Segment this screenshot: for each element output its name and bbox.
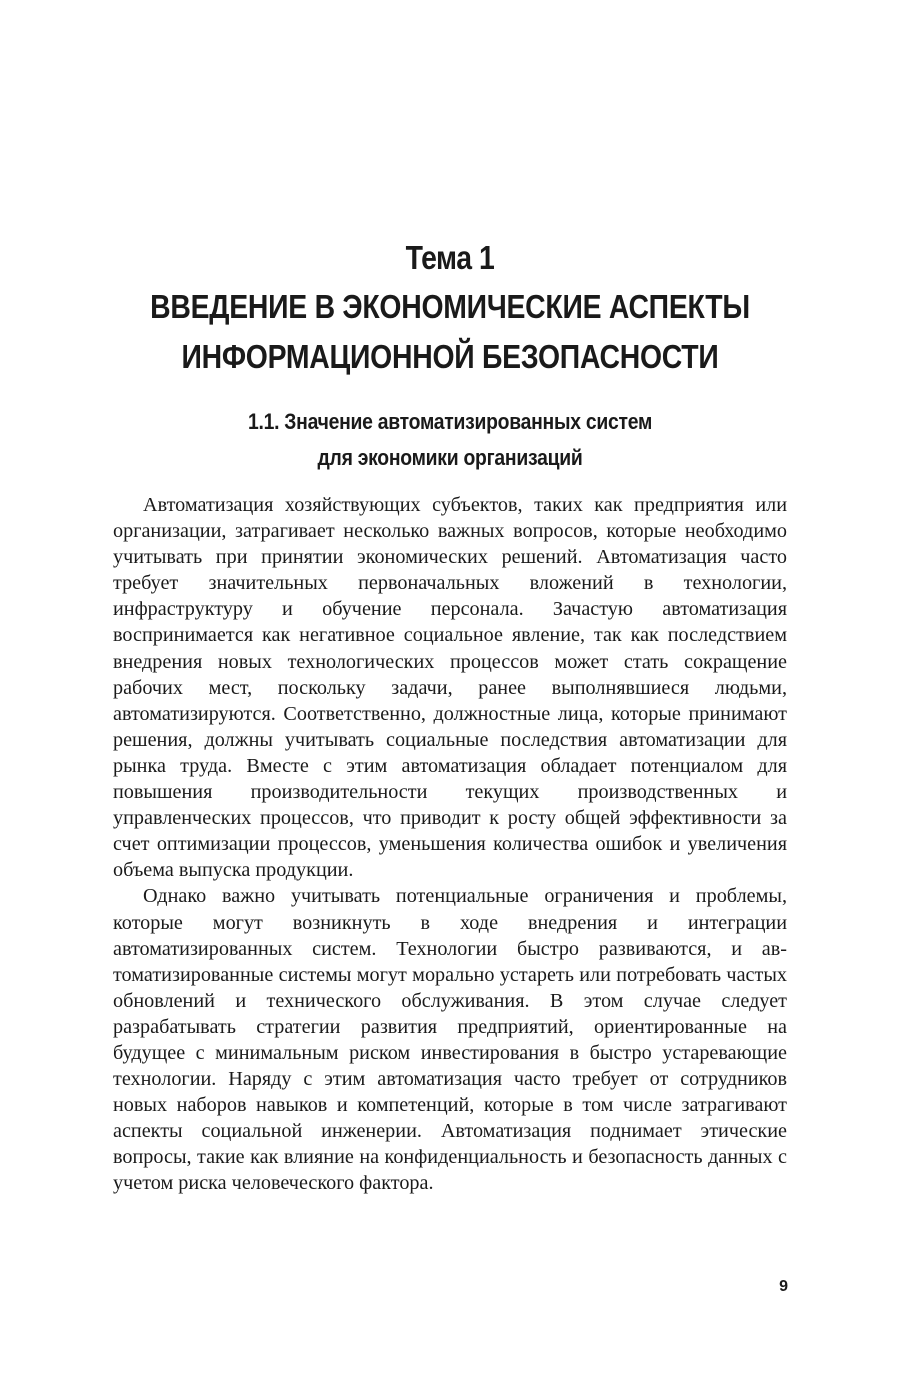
- page-number: 9: [779, 1278, 788, 1295]
- chapter-label: Тема 1: [405, 239, 495, 276]
- section-title-line: для экономики организаций: [317, 445, 583, 470]
- paragraph: Однако важно учитывать потенциальные ограничения и проблемы, которые могут возникнуть в ходе внедрения и интеграции автоматизированных систем. Технологии быстро развиваются, и автоматизированные системы могут морально устареть или потребовать частых обновлений и технического обслуживания. В этом случае следует разрабатывать стратегии развития предприятий, ориентированные на будущее с минимальным риском инвестирования в быстро устаревающие технологии. Наряду с этим автоматизация часто требует от сотрудников новых наборов навыков и компетенций, которые в том числе затрагивают аспекты социальной инженерии. Автоматизация поднимает этические вопросы, такие как влияние на конфиденциальность и безопасность данных с учетом риска человеческого фактора.: [113, 885, 787, 1195]
- section-title: [54, 404, 846, 476]
- chapter-title: [63, 282, 837, 382]
- section-title-line: 1.1. Значение автоматизированных систем: [247, 409, 653, 434]
- chapter-title-line: ИНФОРМАЦИОННОЙ БЕЗОПАСНОСТИ: [181, 338, 719, 375]
- paragraph: Автоматизация хозяйствующих субъектов, таких как предприятия или организации, затрагивает несколько важных вопросов, которые необходимо учитывать при принятии экономических решений. Автоматизация часто требует значительных первоначальных вложений в технологии, инфраструктуру и обучение персонала. Зачастую автоматизация воспринимается как негативное социальное явление, так как последствием внедрения новых технологических процессов может стать сокращение рабочих мест, поскольку задачи, ранее выполнявшиеся людьми, автоматизируются. Соответственно, должностные лица, которые принимают решения, должны учитывать социальные последствия автоматизации для рынка труда. Вместе с этим автоматизация обладает потенциалом для повышения производительности текущих производственных и управленческих процессов, что приводит к росту общей эффективности за счет оптимизации процессов, уменьшения количества ошибок и увеличения объема выпуска продукции.: [113, 494, 787, 882]
- chapter-title-line: ВВЕДЕНИЕ В ЭКОНОМИЧЕСКИЕ АСПЕКТЫ: [150, 288, 750, 325]
- body-text: [113, 492, 787, 1197]
